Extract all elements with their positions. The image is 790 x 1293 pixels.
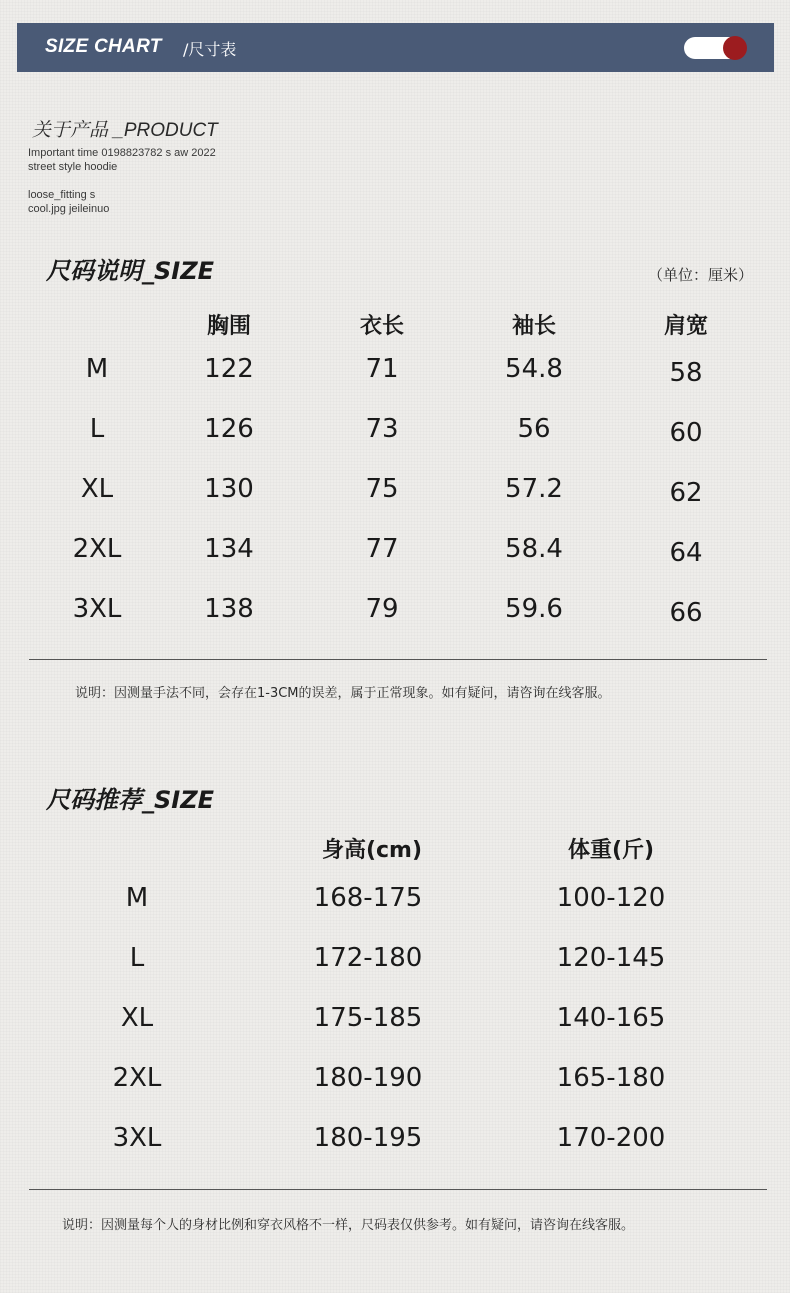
table-cell: 122 [204,354,254,384]
table-cell: 120-145 [556,943,666,973]
table-cell: 175-185 [313,1003,423,1033]
size-section-title: 尺码说明_SIZE [46,257,215,285]
table-cell: 134 [204,534,254,564]
product-line: cool.jpg jeileinuo [28,203,110,215]
size-label: M [85,354,109,384]
size-label: M [125,883,149,913]
page-title: SIZE CHART [45,36,162,57]
col-header-length: 衣长 [359,314,405,339]
table-cell: 59.6 [505,594,563,624]
table-cell: 126 [204,414,254,444]
table-cell: 73 [365,414,399,444]
col-header-weight: 体重(斤) [567,838,655,863]
size-label: L [129,943,145,973]
table-cell: 58.4 [505,534,563,564]
table-cell: 165-180 [556,1063,666,1093]
product-line: Important time 0198823782 s aw 2022 [28,147,216,159]
toggle-switch-icon[interactable] [684,37,746,59]
table-cell: 57.2 [505,474,563,504]
size-label: 3XL [112,1123,162,1153]
table-cell: 56 [517,414,551,444]
size-label: L [89,414,105,444]
recommend-section-title: 尺码推荐_SIZE [46,786,215,814]
unit-note: （单位：厘米） [648,266,754,284]
table-cell: 168-175 [313,883,423,913]
size-label: XL [120,1003,154,1033]
table-cell: 170-200 [556,1123,666,1153]
table-cell: 180-190 [313,1063,423,1093]
table-cell: 66 [669,598,703,628]
col-header-shoulder: 肩宽 [663,314,709,339]
table-cell: 58 [669,358,703,388]
table-cell: 64 [669,538,703,568]
table-cell: 180-195 [313,1123,423,1153]
col-header-sleeve: 袖长 [511,314,557,339]
table-cell: 130 [204,474,254,504]
recommend-note: 说明：因测量每个人的身材比例和穿衣风格不一样，尺码表仅供参考。如有疑问，请咨询在线客服。 [62,1218,635,1233]
table-cell: 79 [365,594,399,624]
table-cell: 138 [204,594,254,624]
table-cell: 100-120 [556,883,666,913]
toggle-knob [723,36,747,60]
table-cell: 71 [365,354,399,384]
size-label: XL [80,474,114,504]
divider [29,1189,767,1190]
size-label: 2XL [112,1063,162,1093]
divider [29,659,767,660]
table-cell: 75 [365,474,399,504]
table-cell: 140-165 [556,1003,666,1033]
product-line: street style hoodie [28,161,118,173]
col-header-chest: 胸围 [206,314,252,339]
product-title: 关于产品 _PRODUCT [32,120,218,141]
page-subtitle: /尺寸表 [183,40,237,59]
table-cell: 77 [365,534,399,564]
product-line: loose_fitting s [28,189,96,201]
size-label: 3XL [72,594,122,624]
table-cell: 62 [669,478,703,508]
size-note: 说明：因测量手法不同，会存在1-3CM的误差，属于正常现象。如有疑问，请咨询在线客服。 [75,686,611,701]
header-banner [17,23,774,72]
table-cell: 172-180 [313,943,423,973]
table-cell: 60 [669,418,703,448]
size-label: 2XL [72,534,122,564]
table-cell: 54.8 [505,354,563,384]
col-header-height: 身高(cm) [321,838,423,863]
